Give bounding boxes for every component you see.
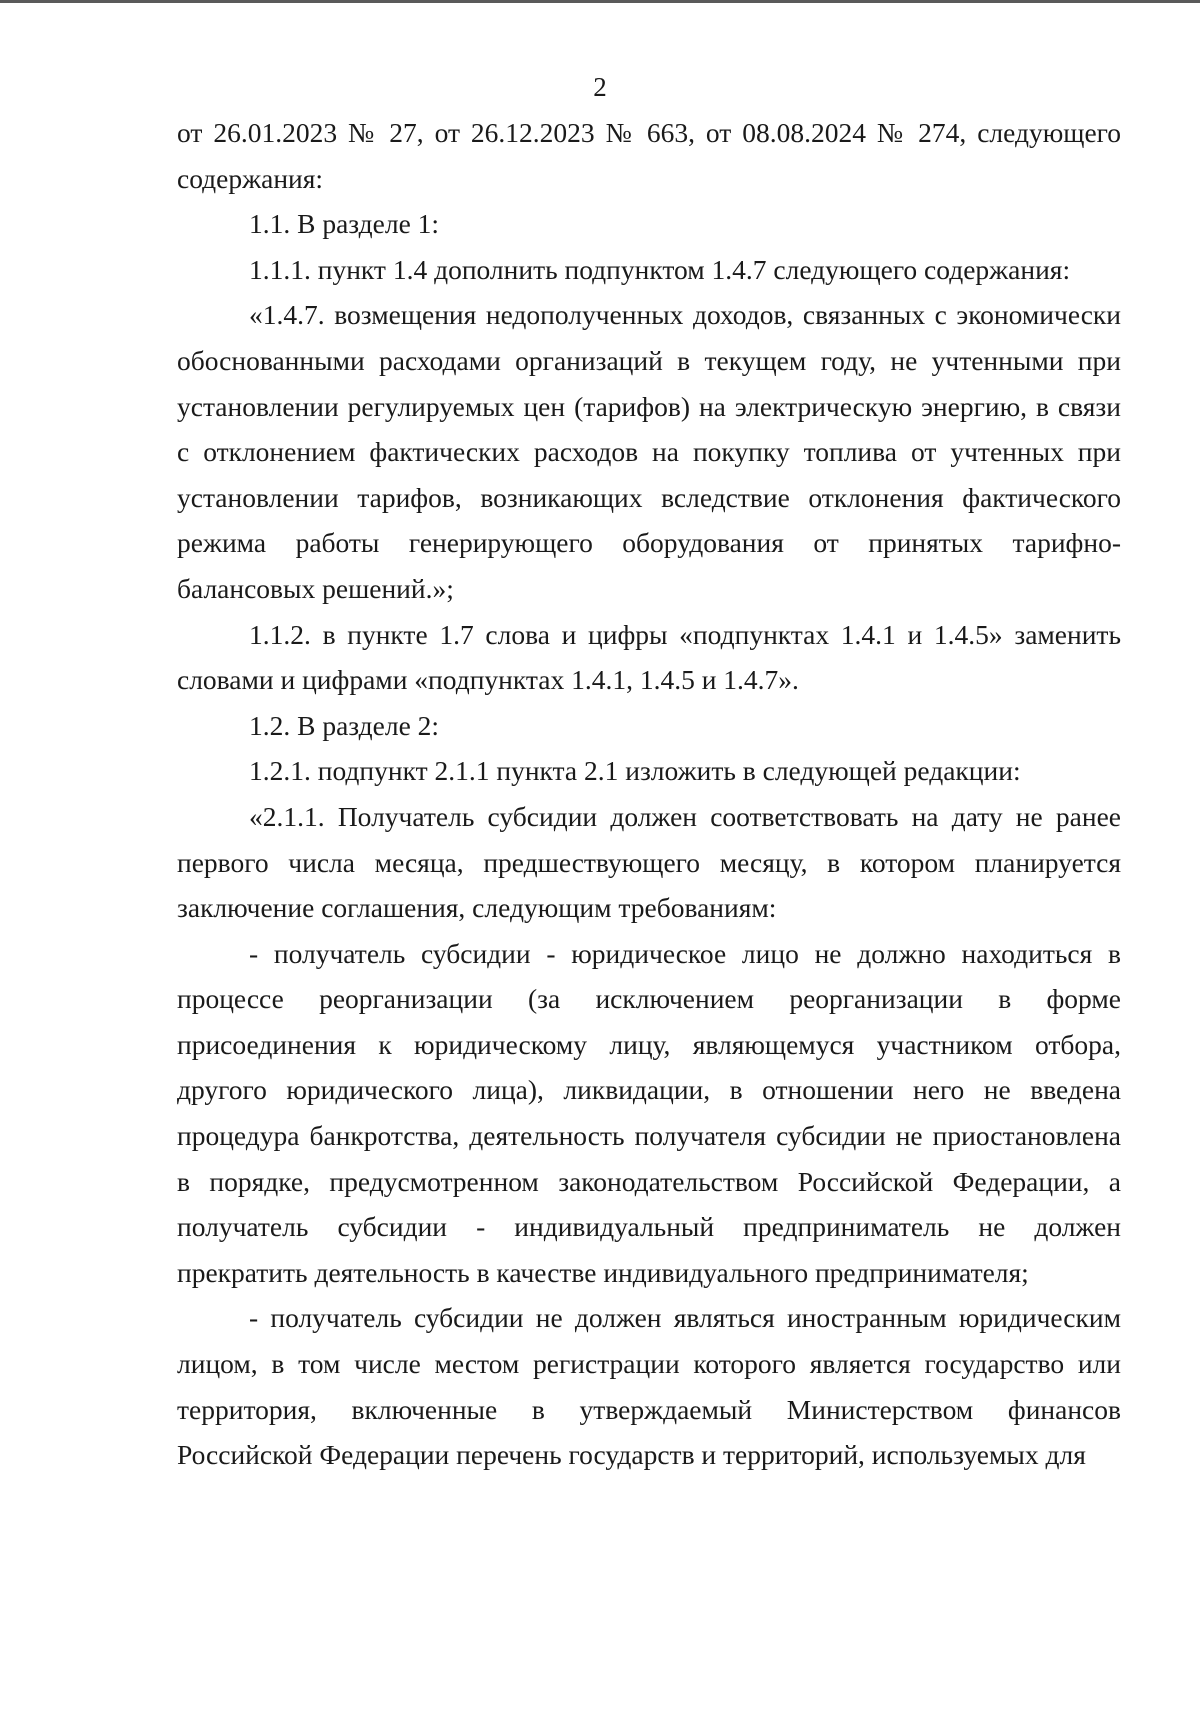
paragraph-requirement-2: - получатель субсидии не должен являться иностранным юридическим лицом, в том числе местом регистрации которого является государство или территория, включенные в утверждаемый Министерством финансов Российской Федерации перечень государств и территорий, используемых для xyxy=(177,1302,1121,1471)
paragraph-1-2-1: 1.2.1. подпункт 2.1.1 пункта 2.1 изложить в следующей редакции: xyxy=(249,755,1021,787)
paragraph-1-1-1: 1.1.1. пункт 1.4 дополнить подпунктом 1.4.7 следующего содержания: xyxy=(249,253,1071,285)
paragraph-1-1-2: 1.1.2. в пункте 1.7 слова и цифры «подпунктах 1.4.1 и 1.4.5» заменить словами и цифрами «подпунктах 1.4.1, 1.4.5 и 1.4.7». xyxy=(177,618,1121,696)
paragraph-intro: от 26.01.2023 № 27, от 26.12.2023 № 663, от 08.08.2024 № 274, следующего содержания: xyxy=(177,117,1121,194)
page-number: 2 xyxy=(593,72,607,102)
paragraph-1-2: 1.2. В разделе 2: xyxy=(249,709,440,741)
paragraph-1-1: 1.1. В разделе 1: xyxy=(249,208,440,240)
paragraph-requirement-1: - получатель субсидии - юридическое лицо не должно находиться в процессе реорганизации (за исключением реорганизации в форме присоединения к юридическому лицу, являющемуся участником отбора, другого юридического лица), ликвидации, в отношении него не введена процедура банкротства, деятельность получателя субсидии не приостановлена в порядке, предусмотренном законодательством Российской Федерации, а получатель субсидии - индивидуальный предприниматель не должен прекратить деятельность в качестве индивидуального предпринимателя; xyxy=(177,937,1121,1288)
paragraph-1-4-7-quote: «1.4.7. возмещения недополученных доходов, связанных с экономически обоснованными расходами организаций в текущем году, не учтенными при установлении регулируемых цен (тарифов) на электрическую энергию, в связи с отклонением фактических расходов на покупку топлива от учтенных при установлении тарифов, возникающих вследствие отклонения фактического режима работы генерирующего оборудования от принятых тарифно-балансовых решений.»; xyxy=(177,299,1121,604)
document-body xyxy=(177,110,1121,1478)
scan-top-edge xyxy=(0,0,1200,3)
paragraph-2-1-1-quote: «2.1.1. Получатель субсидии должен соответствовать на дату не ранее первого числа месяца, предшествующего месяцу, в котором планируется заключение соглашения, следующим требованиям: xyxy=(177,800,1121,924)
